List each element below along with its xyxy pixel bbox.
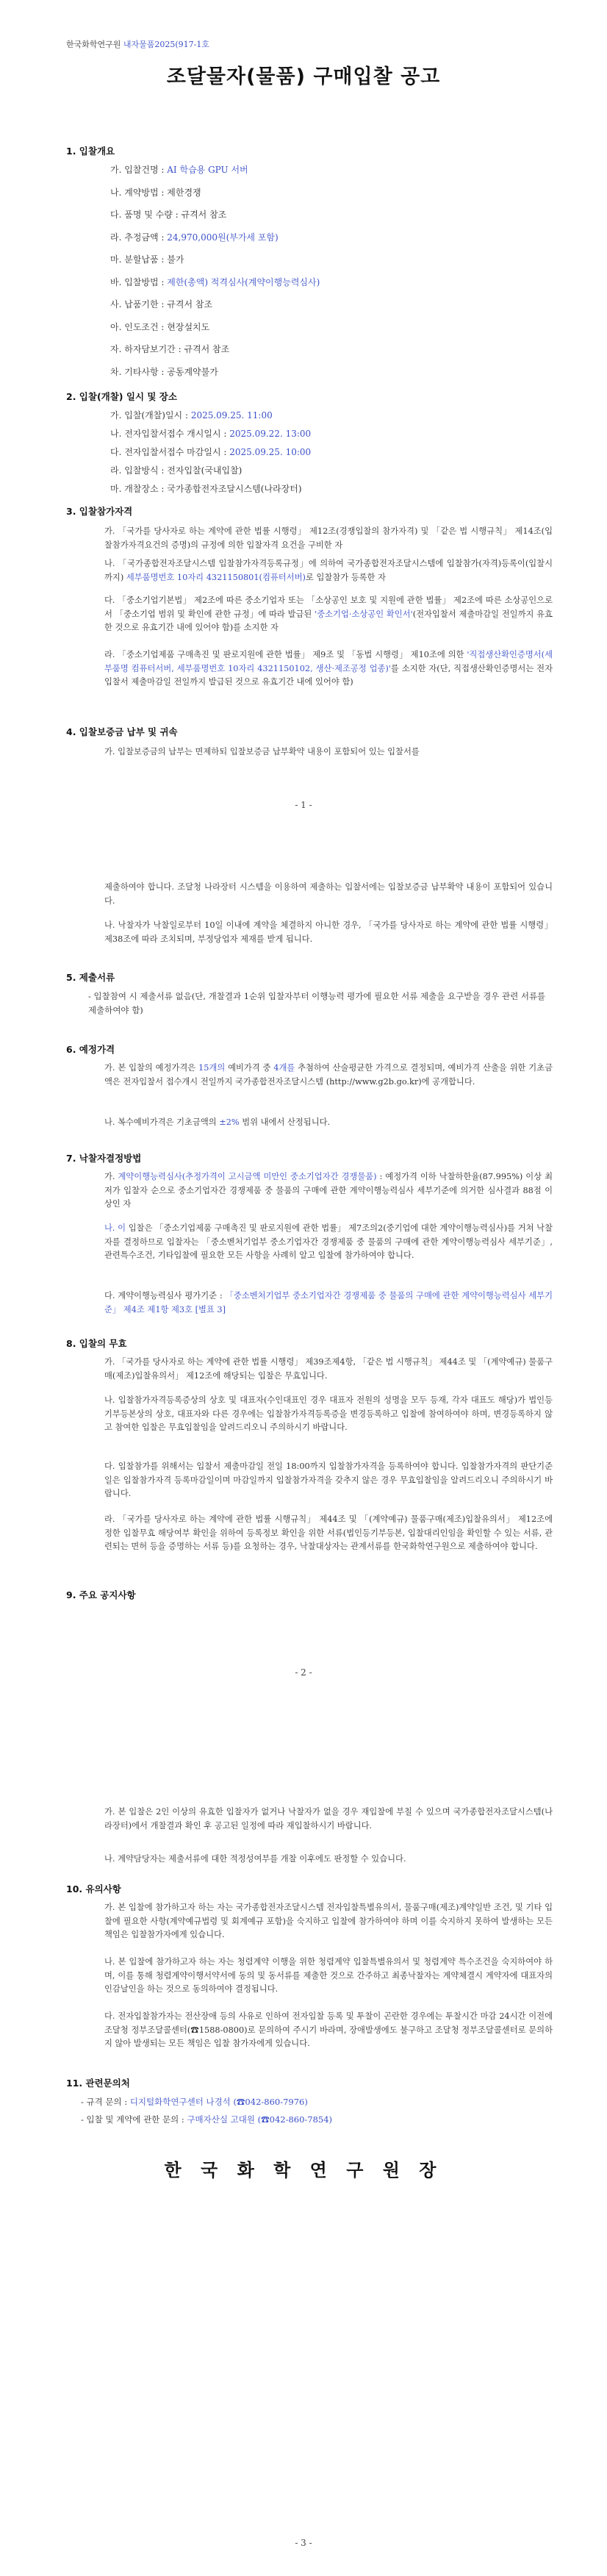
section-8-heading: 8. 입찰의 무효 <box>66 1338 127 1349</box>
section-9-item-na: 나. 계약담당자는 제출서류에 대한 적정성여부를 개찰 이후에도 판정할 수 있습니다. <box>104 1854 406 1864</box>
s1items-row-5 <box>110 276 320 288</box>
section-8-item-na: 나. 입찰참가자격등록증상의 상호 및 대표자(수인대표인 경우 대표자 전원의 성명을 모두 등재, 각자 대표도 해당)가 법인등기부등본상의 상호, 대표자와 다른 경우에는 입찰참가자격등록증을 변경등록하고 입찰에 참여하여야 하며, 변경등록하지 않고 참여한 입찰은 무효입찰임을 알려드리오니 주의하시기 바랍니다. <box>104 1395 553 1432</box>
contact-spec-value: 디지털화학연구센터 나경석 (☎042-860-7976) <box>129 2097 308 2107</box>
s2items-row-2 <box>110 446 311 458</box>
section-3-item-na <box>104 557 553 584</box>
item-value: 규격서 참조 <box>184 344 230 354</box>
item-value: 2025.09.25. 10:00 <box>229 447 312 457</box>
section-7-item-ga <box>104 1170 553 1212</box>
section-3-item-da <box>104 594 553 635</box>
s7-na-c: 입찰은 「중소기업제품 구매촉진 및 판로지원에 관한 법률」 제7조의2(중기업에 대한 계약이행능력심사)를 거쳐 낙찰자를 결정하므로 입찰자는 「중소벤처기업부 중소기업자간 경쟁제품 중 물품의 구매에 관한 계약이행능력심사 세부기준」, 관련특수조건, 기타입찰에 필요한 모든 사항을 사례히 알고 입찰에 참가하여야 합니다. <box>104 1223 553 1260</box>
section-10-item-da: 다. 전자입찰참가자는 전산장애 등의 사유로 인하여 전자입찰 등록 및 투찰이 곤란한 경우에는 투찰시간 마감 24시간 이전에 조달청 정부조달콜센터(☎1588-0800)로 문의하여 주시기 바라며, 장애발생에도 불구하고 조달청 정부조달콜센터로 문의하지 않아 발생되는 모든 책임은 입찰 참가자에게 있습니다. <box>104 2011 553 2048</box>
page-number-3: - 3 - <box>295 2538 312 2548</box>
s3-na-text-c: 로 입찰참가 등록한 자 <box>305 572 386 582</box>
s2items-row-0 <box>110 409 273 421</box>
item-value: 국가종합전자조달시스템(나라장터) <box>167 484 302 494</box>
page-1 <box>0 0 607 845</box>
section-3-item-ra <box>104 648 553 690</box>
s6-na-b: ±2% <box>219 1117 240 1127</box>
section-8-item-ra: 라. 「국가를 당사자로 하는 계약에 관한 법률 시행규칙」 제44조 및 「(계약예규) 물품구매(제조)입찰유의서」 제12조에 정한 입찰무효 해당여부 확인을 위하여 등록정보 확인을 위한 서류(법인등기부등본, 입찰대리인임을 확인할 수 있는 서류, 관련되는 면허 등을 증명하는 서류 등)를 요청하는 경우, 낙찰대상자는 관계서류를 한국화학연구원으로 제출하여야 합니다. <box>104 1514 553 1551</box>
s6-ga-e: 추첨하여 산술평균한 가격으로 결정되며, 예비가격 산출을 위한 기초금액은 전자입찰서 접수개시 전일까지 국가종합전자조달시스템 (http://www.g2b.go.kr)에 공개합니다. <box>104 1063 553 1087</box>
item-value: 제한(총액) 적격심사(계약이행능력심사) <box>167 276 320 287</box>
s1items-row-8 <box>110 343 229 355</box>
item-value: 규격서 참조 <box>181 210 227 220</box>
item-label: 자. 하자담보기간 : <box>110 344 184 354</box>
s3-na-text-b: 세부품명번호 10자리 4321150801(컴퓨터서버) <box>126 572 306 582</box>
contact-contract <box>81 2113 558 2127</box>
s6-ga-d: 4개를 <box>273 1063 295 1073</box>
section-7-item-na <box>104 1222 553 1263</box>
section-10-item-ga: 가. 본 입찰에 참가하고자 하는 자는 국가종합전자조달시스템 전자입찰특별유의서, 물품구매(제조)계약일반 조건, 및 기타 입찰에 필요한 사항(계약예규법령 및 회계예규 포함)을 숙지하고 입찰에 참가하여야 하며 이를 숙지하지 못하여 발생하는 모든 책임은 입찰참가자에게 있습니다. <box>104 1903 553 1939</box>
s7-ga-c: : 예정가격 이하 낙찰하한율(87.995%) 이상 최저가 입찰자 순으로 중소기업자간 경쟁제품 중 물품의 구매에 관한 계약이행능력심사 세부기준에 의거한 심사결과 88점 이상인 자 <box>104 1172 553 1209</box>
page-2 <box>0 845 607 1713</box>
item-label: 바. 입찰방법 : <box>110 276 168 287</box>
doc-number-value: 내자물품2025(917-1호 <box>123 40 210 49</box>
item-value: 24,970,000원(부가세 포함) <box>167 232 279 243</box>
s1items-row-3 <box>110 231 279 243</box>
s3-ra-text-c: 를 소지한 자(단, 직접생산확인증명서는 전자입찰서 제출마감일 전일까지 발급된 것으로 유효기간 내에 있어야 함) <box>104 663 553 687</box>
item-value: 전자입찰(국내입찰) <box>167 465 243 476</box>
item-value: 규격서 참조 <box>167 299 213 310</box>
section-9-heading: 9. 주요 공지사항 <box>66 1589 136 1600</box>
section-11-heading: 11. 관련문의처 <box>66 2078 130 2089</box>
item-label: 라. 입찰방식 : <box>110 465 168 476</box>
item-value: 불가 <box>167 254 184 265</box>
s3-da-text-a: 다. 「중소기업기본법」 제2조에 따른 중소기업자 또는 「소상공인 보호 및 지원에 관한 법률」 제2조에 따른 소상공인으로서 「중소기업 범위 및 확인에 관한 규정」에 따라 발급된 <box>104 595 553 619</box>
page-number-1: - 1 - <box>295 800 312 810</box>
section-1-heading: 1. 입찰개요 <box>66 146 115 157</box>
s7-da-b: 「중소벤처기업부 중소기업자간 경쟁제품 중 물품의 구매에 관한 계약이행능력심사 세부기준」 제4조 제1항 제3호 [별표 3] <box>104 1291 553 1314</box>
contact-contract-label: - 입찰 및 계약에 관한 문의 : <box>81 2114 187 2125</box>
contact-contract-value: 구매자산실 고대원 (☎042-860-7854) <box>187 2114 333 2125</box>
s7-da-a: 다. 계약이행능력심사 평가기준 : <box>104 1291 223 1300</box>
section-4-heading: 4. 입찰보증금 납부 및 귀속 <box>66 726 178 737</box>
section-4-item-ga-part1: 가. 입찰보증금의 납부는 면제하되 입찰보증금 납부확약 내용이 포함되어 있는 입찰서를 <box>104 747 420 756</box>
s6-ga-c: 예비가격 중 <box>228 1063 271 1073</box>
s2items-row-1 <box>110 427 311 440</box>
page-3 <box>0 1713 607 2576</box>
s2items-row-4 <box>110 482 302 495</box>
section-7-heading: 7. 낙찰자결정방법 <box>66 1153 142 1164</box>
item-label: 차. 기타사항 : <box>110 366 168 377</box>
s3-da-text-b: '중소기업·소상공인 확인서' <box>315 609 413 619</box>
s1items-row-7 <box>110 321 209 333</box>
page-title: 조달물자(물품) 구매입찰 공고 <box>166 65 441 88</box>
contact-spec <box>81 2095 558 2109</box>
item-label: 가. 입찰(개찰)일시 : <box>110 410 191 421</box>
item-value: 2025.09.22. 13:00 <box>229 429 312 439</box>
contact-spec-label: - 규격 문의 : <box>81 2097 130 2107</box>
item-label: 나. 전자입찰서접수 개시일시 : <box>110 429 230 439</box>
section-2-heading: 2. 입찰(개찰) 일시 및 장소 <box>66 391 177 402</box>
s1items-row-0 <box>110 163 248 176</box>
s3-ra-text-b: '직접생산확인증명서(세부품명 컴퓨터서버, 세부품명번호 10자리 4321150102, 생산·제조공정 업종)' <box>104 650 553 673</box>
s1items-row-1 <box>110 186 201 198</box>
item-label: 사. 납품기한 : <box>110 299 168 310</box>
s2items-row-3 <box>110 464 242 476</box>
section-3-heading: 3. 입찰참가자격 <box>66 506 133 517</box>
item-label: 마. 개찰장소 : <box>110 484 168 494</box>
section-10-heading: 10. 유의사항 <box>66 1883 121 1895</box>
doc-prefix: 한국화학연구원 <box>66 40 121 49</box>
s6-ga-a: 가. 본 입찰의 예정가격은 <box>104 1063 196 1073</box>
s1items-row-4 <box>110 253 184 265</box>
s3-da-text-c: (전자입찰서 제출마감일 전일까지 유효한 것으로 유효기간 내에 있어야 함)를 소지한 자 <box>104 609 553 632</box>
section-6-item-ga <box>104 1062 553 1089</box>
item-value: 현장설치도 <box>167 321 210 332</box>
section-5-text: - 입찰참여 시 제출서류 없음(단, 개찰결과 1순위 입찰자부터 이행능력 평가에 필요한 서류 제출을 요구받을 경우 관련 서류를 제출하여야 함) <box>88 991 546 1015</box>
section-8-item-ga: 가. 「국가를 당사자로 하는 계약에 관한 법률 시행령」 제39조제4항, 「같은 법 시행규칙」 제44조 및 「(계약예규) 물품구매(제조)입찰유의서」 제12조에 해당되는 입찰은 무효입니다. <box>104 1357 553 1381</box>
s1items-row-6 <box>110 298 212 310</box>
section-6-heading: 6. 예정가격 <box>66 1044 115 1055</box>
section-5-heading: 5. 제출서류 <box>66 972 115 983</box>
page-number-2: - 2 - <box>295 1667 312 1678</box>
s3-ra-text-a: 라. 「중소기업제품 구매촉진 및 판로지원에 관한 법률」 제9조 및 「동법 시행령」 제10조에 의한 <box>104 650 464 659</box>
item-label: 가. 입찰건명 : <box>110 165 168 175</box>
s7-ga-a: 가. <box>104 1172 115 1181</box>
s7-na-b: 이 <box>118 1223 126 1233</box>
s6-na-c: 범위 내에서 산정됩니다. <box>242 1117 331 1127</box>
item-value: 공동계약불가 <box>167 366 218 377</box>
item-value: AI 학습용 GPU 서버 <box>167 165 248 175</box>
section-8-item-da: 다. 입찰참가를 위해서는 입찰서 제출마감일 전일 18:00까지 입찰참가자격을 등록하여야 합니다. 입찰참가자격의 판단기준일은 입찰참가자격 등록마감일이며 마감일까지 입찰참가자격을 갖추지 않은 경우 무효입찰임을 알려드리오니 주의하시기 바랍니다. <box>104 1461 553 1498</box>
s6-na-a: 나. 복수예비가격은 기초금액의 <box>104 1117 217 1127</box>
s7-na-a: 나. <box>104 1223 115 1233</box>
issuer-signature: 한 국 화 학 연 구 원 장 <box>164 2159 443 2180</box>
section-6-item-na <box>104 1116 553 1130</box>
s3-na-text-a: 나. 「국가종합전자조달시스템 입찰참가자격등록규정」에 의하여 국가종합전자조달시스템에 입찰참가(자격)등록이(입찰시까지) <box>104 559 553 582</box>
item-label: 라. 추정금액 : <box>110 232 168 243</box>
item-label: 다. 전자입찰서접수 마감일시 : <box>110 447 230 457</box>
s1items-row-2 <box>110 208 226 221</box>
section-10-item-na: 나. 본 입찰에 참가하고자 하는 자는 청렴계약 이행을 위한 청렴계약 입찰특별유의서 및 청렴계약 특수조건을 숙지하여야 하며, 이를 통해 청렴계약이행서약서에 동의 및 동서류를 제출한 것으로 간주하고 최종낙찰자는 계약체결시 계약자에 대표자의 인감날인을 하는 것으로 동의하여야 결정됩니다. <box>104 1957 553 1994</box>
section-9-item-ga: 가. 본 입찰은 2인 이상의 유효한 입찰자가 없거나 낙찰자가 없을 경우 재입찰에 부칠 수 있으며 국가종합전자조달시스템(나라장터)에서 개찰결과 확인 후 공고된 일정에 따라 재입찰하시기 바랍니다. <box>104 1807 553 1831</box>
item-value: 제한경쟁 <box>167 187 201 198</box>
item-label: 다. 품명 및 수량 : <box>110 210 182 220</box>
section-4-item-na: 나. 낙찰자가 낙찰일로부터 10일 이내에 계약을 체결하지 아니한 경우, 「국가를 당사자로 하는 계약에 관한 법률 시행령」 제38조에 따라 조치되며, 부정당업자 제재를 받게 됩니다. <box>104 920 553 944</box>
s1items-row-9 <box>110 365 218 378</box>
item-label: 나. 계약방법 : <box>110 187 168 198</box>
s7-ga-b: 계약이행능력심사(추정가격이 고시금액 미만인 중소기업자간 경쟁물품) <box>118 1172 377 1181</box>
item-label: 마. 분할납품 : <box>110 254 168 265</box>
s6-ga-b: 15개의 <box>198 1063 226 1073</box>
document-number <box>66 38 209 50</box>
section-3-item-ga: 가. 「국가를 당사자로 하는 계약에 관한 법률 시행령」 제12조(경쟁입찰의 참가자격) 및 「같은 법 시행규칙」 제14조(입찰참가자격요건의 증명)의 규정에 의한 입찰자격 요건을 구비한 자 <box>104 526 553 550</box>
section-7-item-da <box>104 1289 553 1317</box>
item-value: 2025.09.25. 11:00 <box>190 410 273 421</box>
item-label: 아. 인도조건 : <box>110 321 168 332</box>
section-4-item-ga-part2: 제출하여야 합니다. 조달청 나라장터 시스템을 이용하여 제출하는 입찰서에는 입찰보증금 납부확약 내용이 포함되어 있습니다. <box>104 882 553 906</box>
